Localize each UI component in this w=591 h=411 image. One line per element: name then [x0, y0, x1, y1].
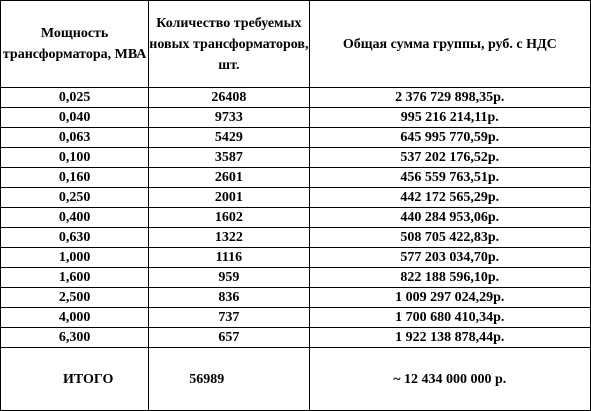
- row-transformer-power: 0,400: [1, 208, 149, 228]
- row-group-total-sum: 1 700 680 410,34р.: [309, 308, 590, 328]
- total-count: 56989: [149, 348, 309, 411]
- row-required-count: 2001: [149, 188, 309, 208]
- row-transformer-power: 4,000: [1, 308, 149, 328]
- table-row: [1, 128, 591, 148]
- table-row: [1, 168, 591, 188]
- table-row: [1, 88, 591, 108]
- row-required-count: 5429: [149, 128, 309, 148]
- row-transformer-power: 0,025: [1, 88, 149, 108]
- table-row: [1, 148, 591, 168]
- table-row: [1, 228, 591, 248]
- table-header-row: [1, 1, 591, 88]
- row-transformer-power: 0,063: [1, 128, 149, 148]
- row-required-count: 657: [149, 328, 309, 348]
- row-required-count: 836: [149, 288, 309, 308]
- header-group-total-sum: Общая сумма группы, руб. с НДС: [309, 1, 590, 88]
- row-transformer-power: 2,500: [1, 288, 149, 308]
- table-row: [1, 188, 591, 208]
- row-group-total-sum: 442 172 565,29р.: [309, 188, 590, 208]
- row-group-total-sum: 508 705 422,83р.: [309, 228, 590, 248]
- table-row: [1, 288, 591, 308]
- row-transformer-power: 6,300: [1, 328, 149, 348]
- table-row: [1, 268, 591, 288]
- row-required-count: 9733: [149, 108, 309, 128]
- row-required-count: 2601: [149, 168, 309, 188]
- row-required-count: 1322: [149, 228, 309, 248]
- row-group-total-sum: 456 559 763,51р.: [309, 168, 590, 188]
- table-row: [1, 328, 591, 348]
- row-required-count: 1602: [149, 208, 309, 228]
- row-required-count: 3587: [149, 148, 309, 168]
- row-group-total-sum: 822 188 596,10р.: [309, 268, 590, 288]
- row-transformer-power: 0,040: [1, 108, 149, 128]
- row-transformer-power: 0,250: [1, 188, 149, 208]
- row-required-count: 26408: [149, 88, 309, 108]
- header-required-count: Количество требуемых новых трансформаторов, шт.: [149, 1, 309, 88]
- row-transformer-power: 1,000: [1, 248, 149, 268]
- row-required-count: 959: [149, 268, 309, 288]
- table-row: [1, 308, 591, 328]
- row-transformer-power: 0,160: [1, 168, 149, 188]
- row-group-total-sum: 1 922 138 878,44р.: [309, 328, 590, 348]
- row-group-total-sum: 645 995 770,59р.: [309, 128, 590, 148]
- row-group-total-sum: 537 202 176,52р.: [309, 148, 590, 168]
- row-transformer-power: 0,100: [1, 148, 149, 168]
- table-row: [1, 108, 591, 128]
- row-group-total-sum: 2 376 729 898,35р.: [309, 88, 590, 108]
- row-group-total-sum: 1 009 297 024,29р.: [309, 288, 590, 308]
- row-group-total-sum: 440 284 953,06р.: [309, 208, 590, 228]
- row-group-total-sum: 577 203 034,70р.: [309, 248, 590, 268]
- row-group-total-sum: 995 216 214,11р.: [309, 108, 590, 128]
- table-row: [1, 248, 591, 268]
- row-transformer-power: 0,630: [1, 228, 149, 248]
- table-body: [1, 88, 591, 348]
- total-label: ИТОГО: [1, 348, 149, 411]
- table-total-row: [1, 348, 591, 411]
- row-required-count: 1116: [149, 248, 309, 268]
- header-transformer-power: Мощность трансформатора, МВА: [1, 1, 149, 88]
- row-required-count: 737: [149, 308, 309, 328]
- table-row: [1, 208, 591, 228]
- row-transformer-power: 1,600: [1, 268, 149, 288]
- total-sum: ~ 12 434 000 000 р.: [309, 348, 590, 411]
